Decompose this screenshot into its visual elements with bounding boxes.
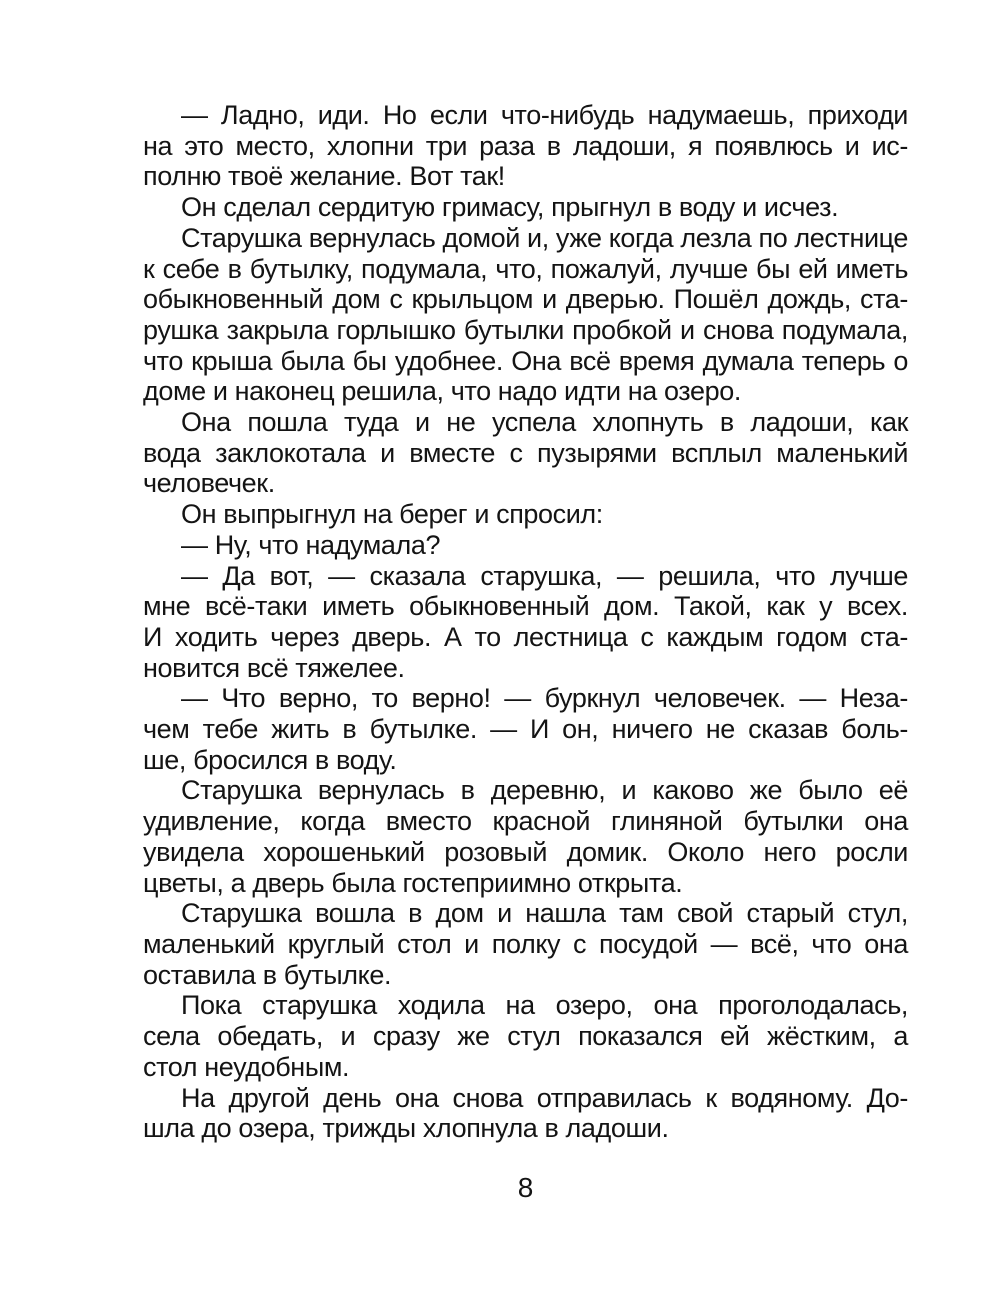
text-line: шла до озера, трижды хлопнула в ладоши.	[143, 1113, 669, 1144]
text-line: — Ну, что надумала?	[181, 529, 441, 560]
text-line: И ходить через дверь. А то лестница с каждым годом ста-	[143, 621, 908, 652]
page-text	[143, 100, 908, 1144]
text-line: села обедать, и сразу же стул показался ей жёстким, а	[143, 1021, 908, 1052]
text-line: Старушка вернулась домой и, уже когда лезла по лестнице	[181, 222, 909, 253]
text-line: к себе в бутылку, подумала, что, пожалуй, лучше бы ей иметь	[143, 253, 908, 284]
text-line: Пока старушка ходила на озеро, она проголодалась,	[181, 990, 908, 1021]
text-line: чем тебе жить в бутылке. — И он, ничего не сказав боль-	[143, 714, 908, 745]
text-line: полню твоё желание. Вот так!	[143, 161, 505, 192]
text-line: стол неудобным.	[143, 1051, 350, 1082]
text-line: увидела хорошенький розовый домик. Около него росли	[143, 836, 908, 867]
text-line: вода заклокотала и вместе с пузырями всплыл маленький	[143, 437, 908, 468]
text-line: ше, бросился в воду.	[143, 744, 397, 775]
text-line: обыкновенный дом с крыльцом и дверью. Пошёл дождь, ста-	[143, 284, 908, 315]
text-line: на это место, хлопни три раза в ладоши, я появлюсь и ис-	[143, 130, 908, 161]
text-line: удивление, когда вместо красной глиняной бутылки она	[143, 806, 908, 837]
text-line: — Ладно, иди. Но если что-нибудь надумаешь, приходи	[181, 100, 908, 130]
text-line: человечек.	[143, 468, 275, 499]
text-line: — Да вот, — сказала старушка, — решила, что лучше	[181, 560, 908, 591]
text-line: новится всё тяжелее.	[143, 652, 405, 683]
text-line: Он сделал сердитую гримасу, прыгнул в воду и исчез.	[181, 192, 839, 223]
text-line: мне всё-таки иметь обыкновенный дом. Такой, как у всех.	[143, 591, 908, 622]
text-line: Старушка вернулась в деревню, и каково же было её	[181, 775, 908, 806]
text-line: — Что верно, то верно! — буркнул человечек. — Неза-	[181, 683, 908, 714]
text-line: доме и наконец решила, что надо идти на озеро.	[143, 376, 741, 407]
text-line: маленький круглый стол и полку с посудой — всё, что она	[143, 928, 908, 959]
text-line: Он выпрыгнул на берег и спросил:	[181, 499, 603, 530]
text-line: Старушка вошла в дом и нашла там свой старый стул,	[181, 898, 908, 929]
page-number: 8	[517, 1172, 534, 1203]
text-line: цветы, а дверь была гостеприимно открыта.	[143, 867, 683, 898]
text-line: На другой день она снова отправилась к водяному. До-	[181, 1082, 908, 1113]
text-line: рушка закрыла горлышко бутылки пробкой и снова подумала,	[143, 314, 908, 345]
text-line: оставила в бутылке.	[143, 959, 392, 990]
text-line: что крыша была бы удобнее. Она всё время думала теперь о	[143, 345, 908, 376]
text-line: Она пошла туда и не успела хлопнуть в ладоши, как	[181, 407, 908, 438]
